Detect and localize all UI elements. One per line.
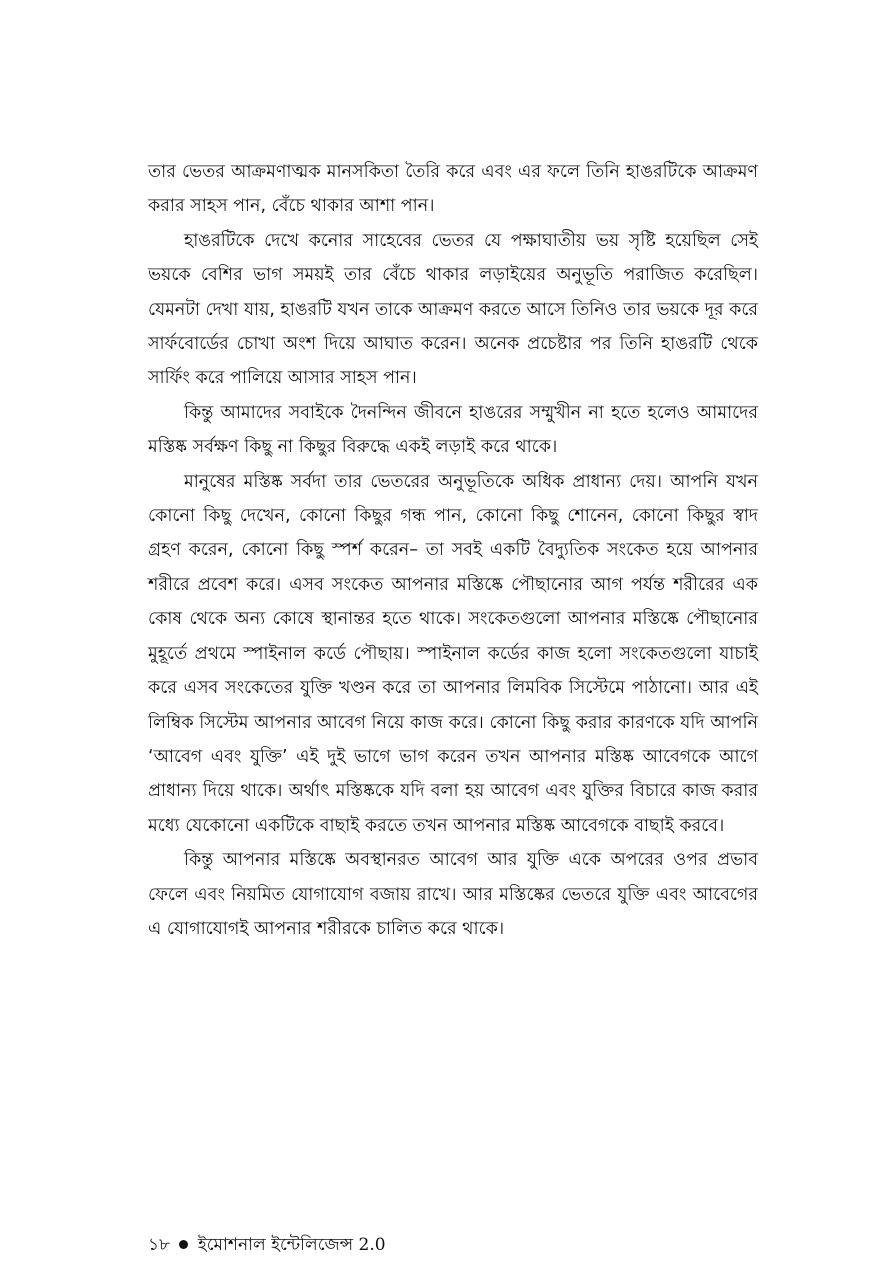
paragraph-3: কিন্তু আমাদের সবাইকে দৈনন্দিন জীবনে হাঙরের সম্মুখীন না হতে হলেও আমাদের মস্তিষ্ক সর্বক্ষণ কিছু না কিছুর বিরুদ্ধে একই লড়াই করে থাকে। — [148, 402, 758, 458]
paragraph-1: তার ভেতর আক্রমণাত্মক মানসকিতা তৈরি করে এবং এর ফলে তিনি হাঙরটিকে আক্রমণ করার সাহস পান, বেঁচে থাকার আশা পান। — [148, 162, 758, 217]
paragraph-2: হাঙরটিকে দেখে কনোর সাহেবের ভেতর যে পক্ষাঘাতীয় ভয় সৃষ্টি হয়েছিল সেই ভয়কে বেশির ভাগ সময়ই তার বেঁচে থাকার লড়াইয়ের অনুভূতি পরাজিত করেছিল। যেমনটা দেখা যায়, হাঙরটি যখন তাকে আক্রমণ করতে আসে তিনিও তার ভয়কে দূর করে সার্ফবোর্ডের চোখা অংশ দিয়ে আঘাত করেন। অনেক প্রচেষ্টার পর তিনি হাঙরটি থেকে সার্ফিং করে পালিয়ে আসার সাহস পান। — [148, 230, 758, 389]
page-number: ১৮ — [148, 1235, 171, 1255]
book-version: 2.0 — [358, 1235, 386, 1255]
body-text — [148, 155, 758, 946]
paragraph-4: মানুষের মস্তিষ্ক সর্বদা তার ভেতরের অনুভূতিকে অধিক প্রাধান্য দেয়। আপনি যখন কোনো কিছু দেখেন, কোনো কিছুর গন্ধ পান, কোনো কিছু শোনেন, কোনো কিছুর স্বাদ গ্রহণ করেন, কোনো কিছু স্পর্শ করেন– তা সবই একটি বৈদ্যুতিক সংকেত হয়ে আপনার শরীরে প্রবেশ করে। এসব সংকেত আপনার মস্তিষ্কে পৌছানোর আগ পর্যন্ত শরীরের এক কোষ থেকে অন্য কোষে স্থানান্তর হতে থাকে। সংকেতগুলো আপনার মস্তিষ্কে পৌছানোর মুহূর্তে প্রথমে স্পাইনাল কর্ডে পৌছায়। স্পাইনাল কর্ডের কাজ হলো সংকেতগুলো যাচাই করে এসব সংকেতের যুক্তি খণ্ডন করে তা আপনার লিমবিক সিস্টেমে পাঠানো। আর এই লিম্বিক সিস্টেম আপনার আবেগ নিয়ে কাজ করে। কোনো কিছু করার কারণকে যদি আপনি ‘আবেগ এবং যুক্তি’ এই দুই ভাগে ভাগ করেন তখন আপনার মস্তিষ্ক আবেগকে আগে প্রাধান্য দিয়ে থাকে। অর্থাৎ মস্তিষ্ককে যদি বলা হয় আবেগ এবং যুক্তির বিচারে কাজ করার মধ্যে যেকোনো একটিকে বাছাই করতে তখন আপনার মস্তিষ্ক আবেগকে বাছাই করবে। — [148, 471, 758, 836]
bullet-dot-icon — [179, 1240, 188, 1249]
book-title: ইমোশনাল ইন্টেলিজেন্স — [197, 1235, 354, 1255]
paragraph-5: কিন্তু আপনার মস্তিষ্কে অবস্থানরত আবেগ আর যুক্তি একে অপরের ওপর প্রভাব ফেলে এবং নিয়মিত যোগাযোগ বজায় রাখে। আর মস্তিষ্কের ভেতরে যুক্তি এবং আবেগের এ যোগাযোগই আপনার শরীরকে চালিত করে থাকে। — [148, 850, 758, 939]
page-footer — [148, 1232, 386, 1260]
